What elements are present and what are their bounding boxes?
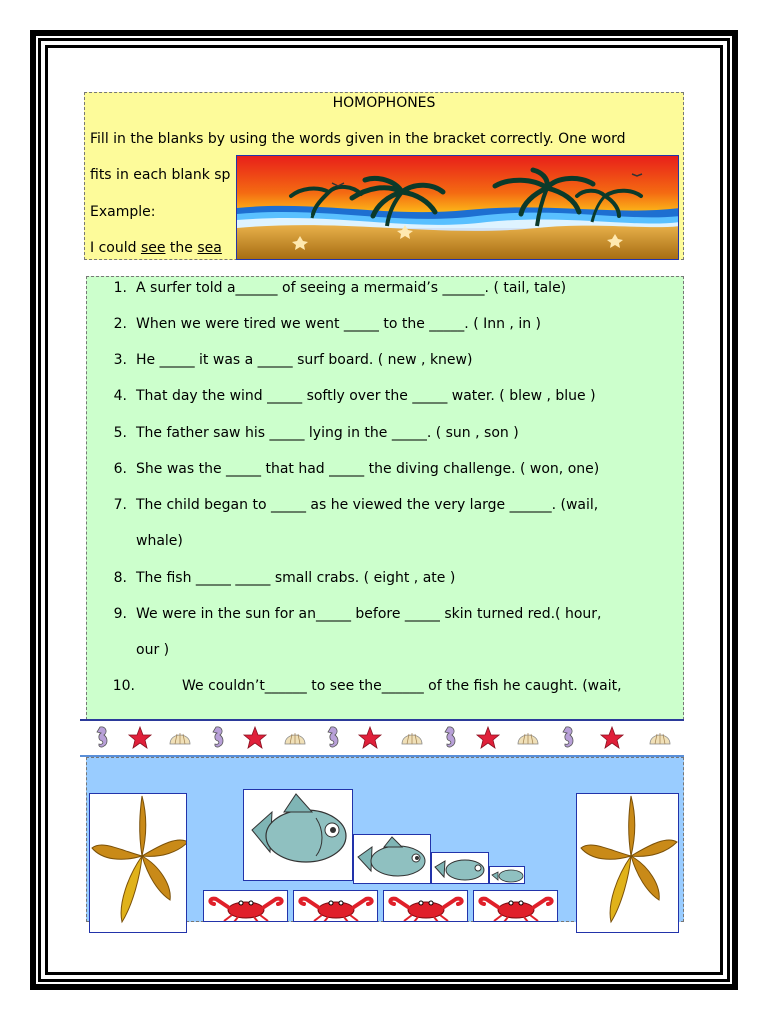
crab-picture-2: [293, 890, 378, 922]
question-text: The fish _____ _____ small crabs. ( eight , ate ): [136, 570, 456, 586]
fish-icon: [354, 835, 431, 884]
question-number: 6.: [113, 461, 127, 477]
example-mid: the: [165, 240, 198, 256]
question-number: 4.: [113, 388, 127, 404]
seahorse-icon: [97, 727, 107, 747]
beach-sunset-palms-icon: [237, 156, 679, 260]
starfish-icon: [90, 794, 187, 933]
fish-icon: [490, 867, 525, 884]
example-word-sea: sea: [197, 240, 222, 256]
crab-picture-1: [203, 890, 288, 922]
shell-icon: [650, 733, 670, 744]
question-text: We were in the sun for an_____ before _____ skin turned red.( hour,: [136, 606, 602, 622]
crab-picture-3: [383, 890, 468, 922]
fish-picture-medium: [353, 834, 431, 884]
questions-list: [86, 276, 684, 720]
question-text: The child began to _____ as he viewed the very large ______. (wail,: [136, 497, 599, 513]
fish-picture-small: [431, 852, 489, 884]
question-text: We couldn’t______ to see the______ of the fish he caught. (wait,: [182, 678, 622, 694]
page-title: HOMOPHONES: [332, 95, 436, 111]
starfish-icon: [601, 727, 623, 748]
starfish-picture-right: [576, 793, 679, 933]
question-number: 2.: [113, 316, 127, 332]
crab-icon: [384, 891, 468, 922]
fish-picture-large: [243, 789, 353, 881]
starfish-picture-left: [89, 793, 187, 933]
sea-creature-border: [80, 719, 684, 757]
fish-picture-tiny: [489, 866, 525, 884]
question-text: He _____ it was a _____ surf board. ( new , knew): [136, 352, 473, 368]
beach-picture: [236, 155, 679, 260]
starfish-icon: [577, 794, 679, 933]
seahorse-icon: [213, 727, 223, 747]
starfish-icon: [244, 727, 266, 748]
question-number: 5.: [113, 425, 127, 441]
question-text: That day the wind _____ softly over the _____ water. ( blew , blue ): [136, 388, 596, 404]
shell-icon: [285, 733, 305, 744]
example-sentence: [90, 240, 222, 256]
starfish-icon: [477, 727, 499, 748]
question-text: When we were tired we went _____ to the _____. ( Inn , in ): [136, 316, 542, 332]
seahorse-icon: [445, 727, 455, 747]
question-number: 3.: [113, 352, 127, 368]
shell-icon: [402, 733, 422, 744]
instruction-line-1: Fill in the blanks by using the words given in the bracket correctly. One word: [90, 131, 626, 147]
starfish-icon: [129, 727, 151, 748]
question-number: 1.: [113, 280, 127, 296]
question-number: 8.: [113, 570, 127, 586]
seahorse-icon: [328, 727, 338, 747]
question-text: The father saw his _____ lying in the _____. ( sun , son ): [136, 425, 519, 441]
crab-icon: [294, 891, 378, 922]
fish-icon: [432, 853, 489, 884]
question-text-continued: whale): [136, 533, 183, 549]
starfish-icon: [359, 727, 381, 748]
question-number: 10.: [112, 678, 135, 694]
fish-icon: [244, 790, 353, 881]
crab-icon: [474, 891, 558, 922]
question-text: A surfer told a______ of seeing a mermaid’s ______. ( tail, tale): [136, 280, 567, 296]
crab-picture-4: [473, 890, 558, 922]
sea-border-icons: [80, 721, 684, 755]
question-text-continued: our ): [136, 642, 170, 658]
crab-icon: [204, 891, 288, 922]
instruction-line-2: fits in each blank sp: [90, 167, 231, 183]
example-prefix: I could: [90, 240, 141, 256]
question-text: She was the _____ that had _____ the diving challenge. ( won, one): [136, 461, 600, 477]
example-label: Example:: [90, 204, 156, 220]
question-number: 9.: [113, 606, 127, 622]
shell-icon: [518, 733, 538, 744]
question-number: 7.: [113, 497, 127, 513]
seahorse-icon: [563, 727, 573, 747]
shell-icon: [170, 733, 190, 744]
example-word-see: see: [140, 240, 166, 256]
